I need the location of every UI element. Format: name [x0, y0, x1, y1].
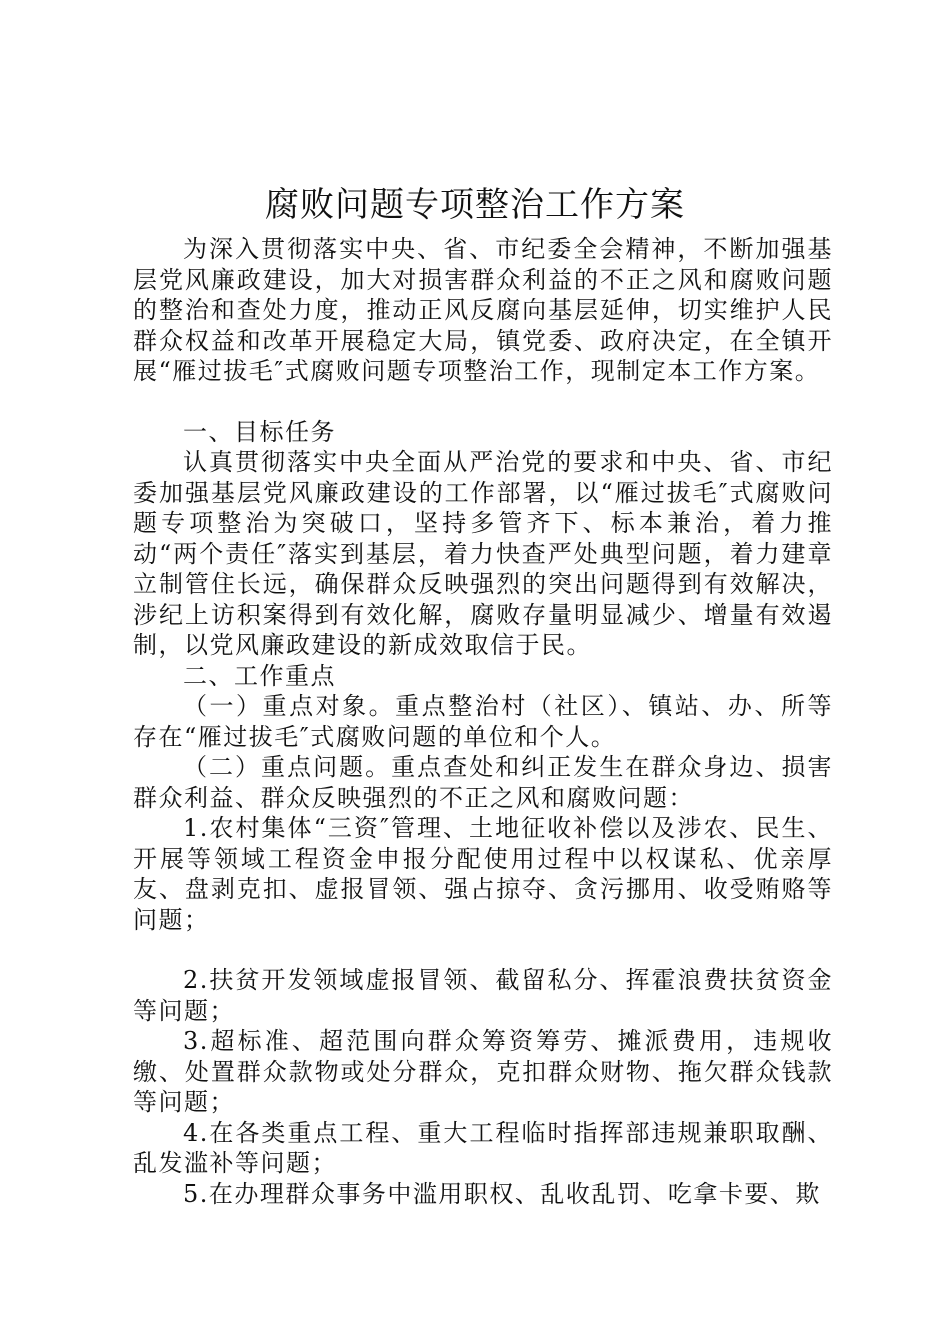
- paragraph-focus-problems: （二）重点问题。重点查处和纠正发生在群众身边、损害群众利益、群众反映强烈的不正之风和腐败问题：: [133, 753, 833, 812]
- heading-focus: 二、工作重点: [183, 661, 336, 690]
- document-body: [133, 234, 833, 1209]
- list-item-5: 5.在办理群众事务中滥用职权、乱收乱罚、吃拿卡要、欺: [183, 1179, 821, 1208]
- paragraph-intro: 为深入贯彻落实中央、省、市纪委全会精神，不断加强基层党风廉政建设，加大对损害群众利益的不正之风和腐败问题的整治和查处力度，推动正风反腐向基层延伸，切实维护人民群众权益和改革开展稳定大局，镇党委、政府决定，在全镇开展“雁过拔毛″式腐败问题专项整治工作，现制定本工作方案。: [133, 235, 833, 385]
- heading-goals: 一、目标任务: [183, 417, 336, 446]
- list-item-3: 3.超标准、超范围向群众筹资筹劳、摊派费用，违规收缴、处置群众款物或处分群众，克扣群众财物、拖欠群众钱款等问题；: [133, 1027, 833, 1116]
- paragraph-focus-targets: （一）重点对象。重点整治村（社区）、镇站、办、所等存在“雁过拔毛″式腐败问题的单位和个人。: [133, 692, 833, 751]
- paragraph-goals: 认真贯彻落实中央全面从严治党的要求和中央、省、市纪委加强基层党风廉政建设的工作部署，以“雁过拔毛″式腐败问题专项整治为突破口，坚持多管齐下、标本兼治，着力推动“两个责任″落实到基层，着力快查严处典型问题，着力建章立制管住长远，确保群众反映强烈的突出问题得到有效解决，涉纪上访积案得到有效化解，腐败存量明显减少、增量有效遏制，以党风廉政建设的新成效取信于民。: [133, 448, 833, 659]
- list-item-1: 1.农村集体“三资″管理、土地征收补偿以及涉农、民生、开展等领域工程资金申报分配使用过程中以权谋私、优亲厚友、盘剥克扣、虚报冒领、强占掠夺、贪污挪用、收受贿赂等问题；: [133, 814, 833, 934]
- list-item-2: 2.扶贫开发领域虚报冒领、截留私分、挥霍浪费扶贫资金等问题；: [133, 966, 833, 1025]
- document-title: 腐败问题专项整治工作方案: [265, 185, 685, 225]
- list-item-4: 4.在各类重点工程、重大工程临时指挥部违规兼职取酬、乱发滥补等问题；: [133, 1118, 833, 1177]
